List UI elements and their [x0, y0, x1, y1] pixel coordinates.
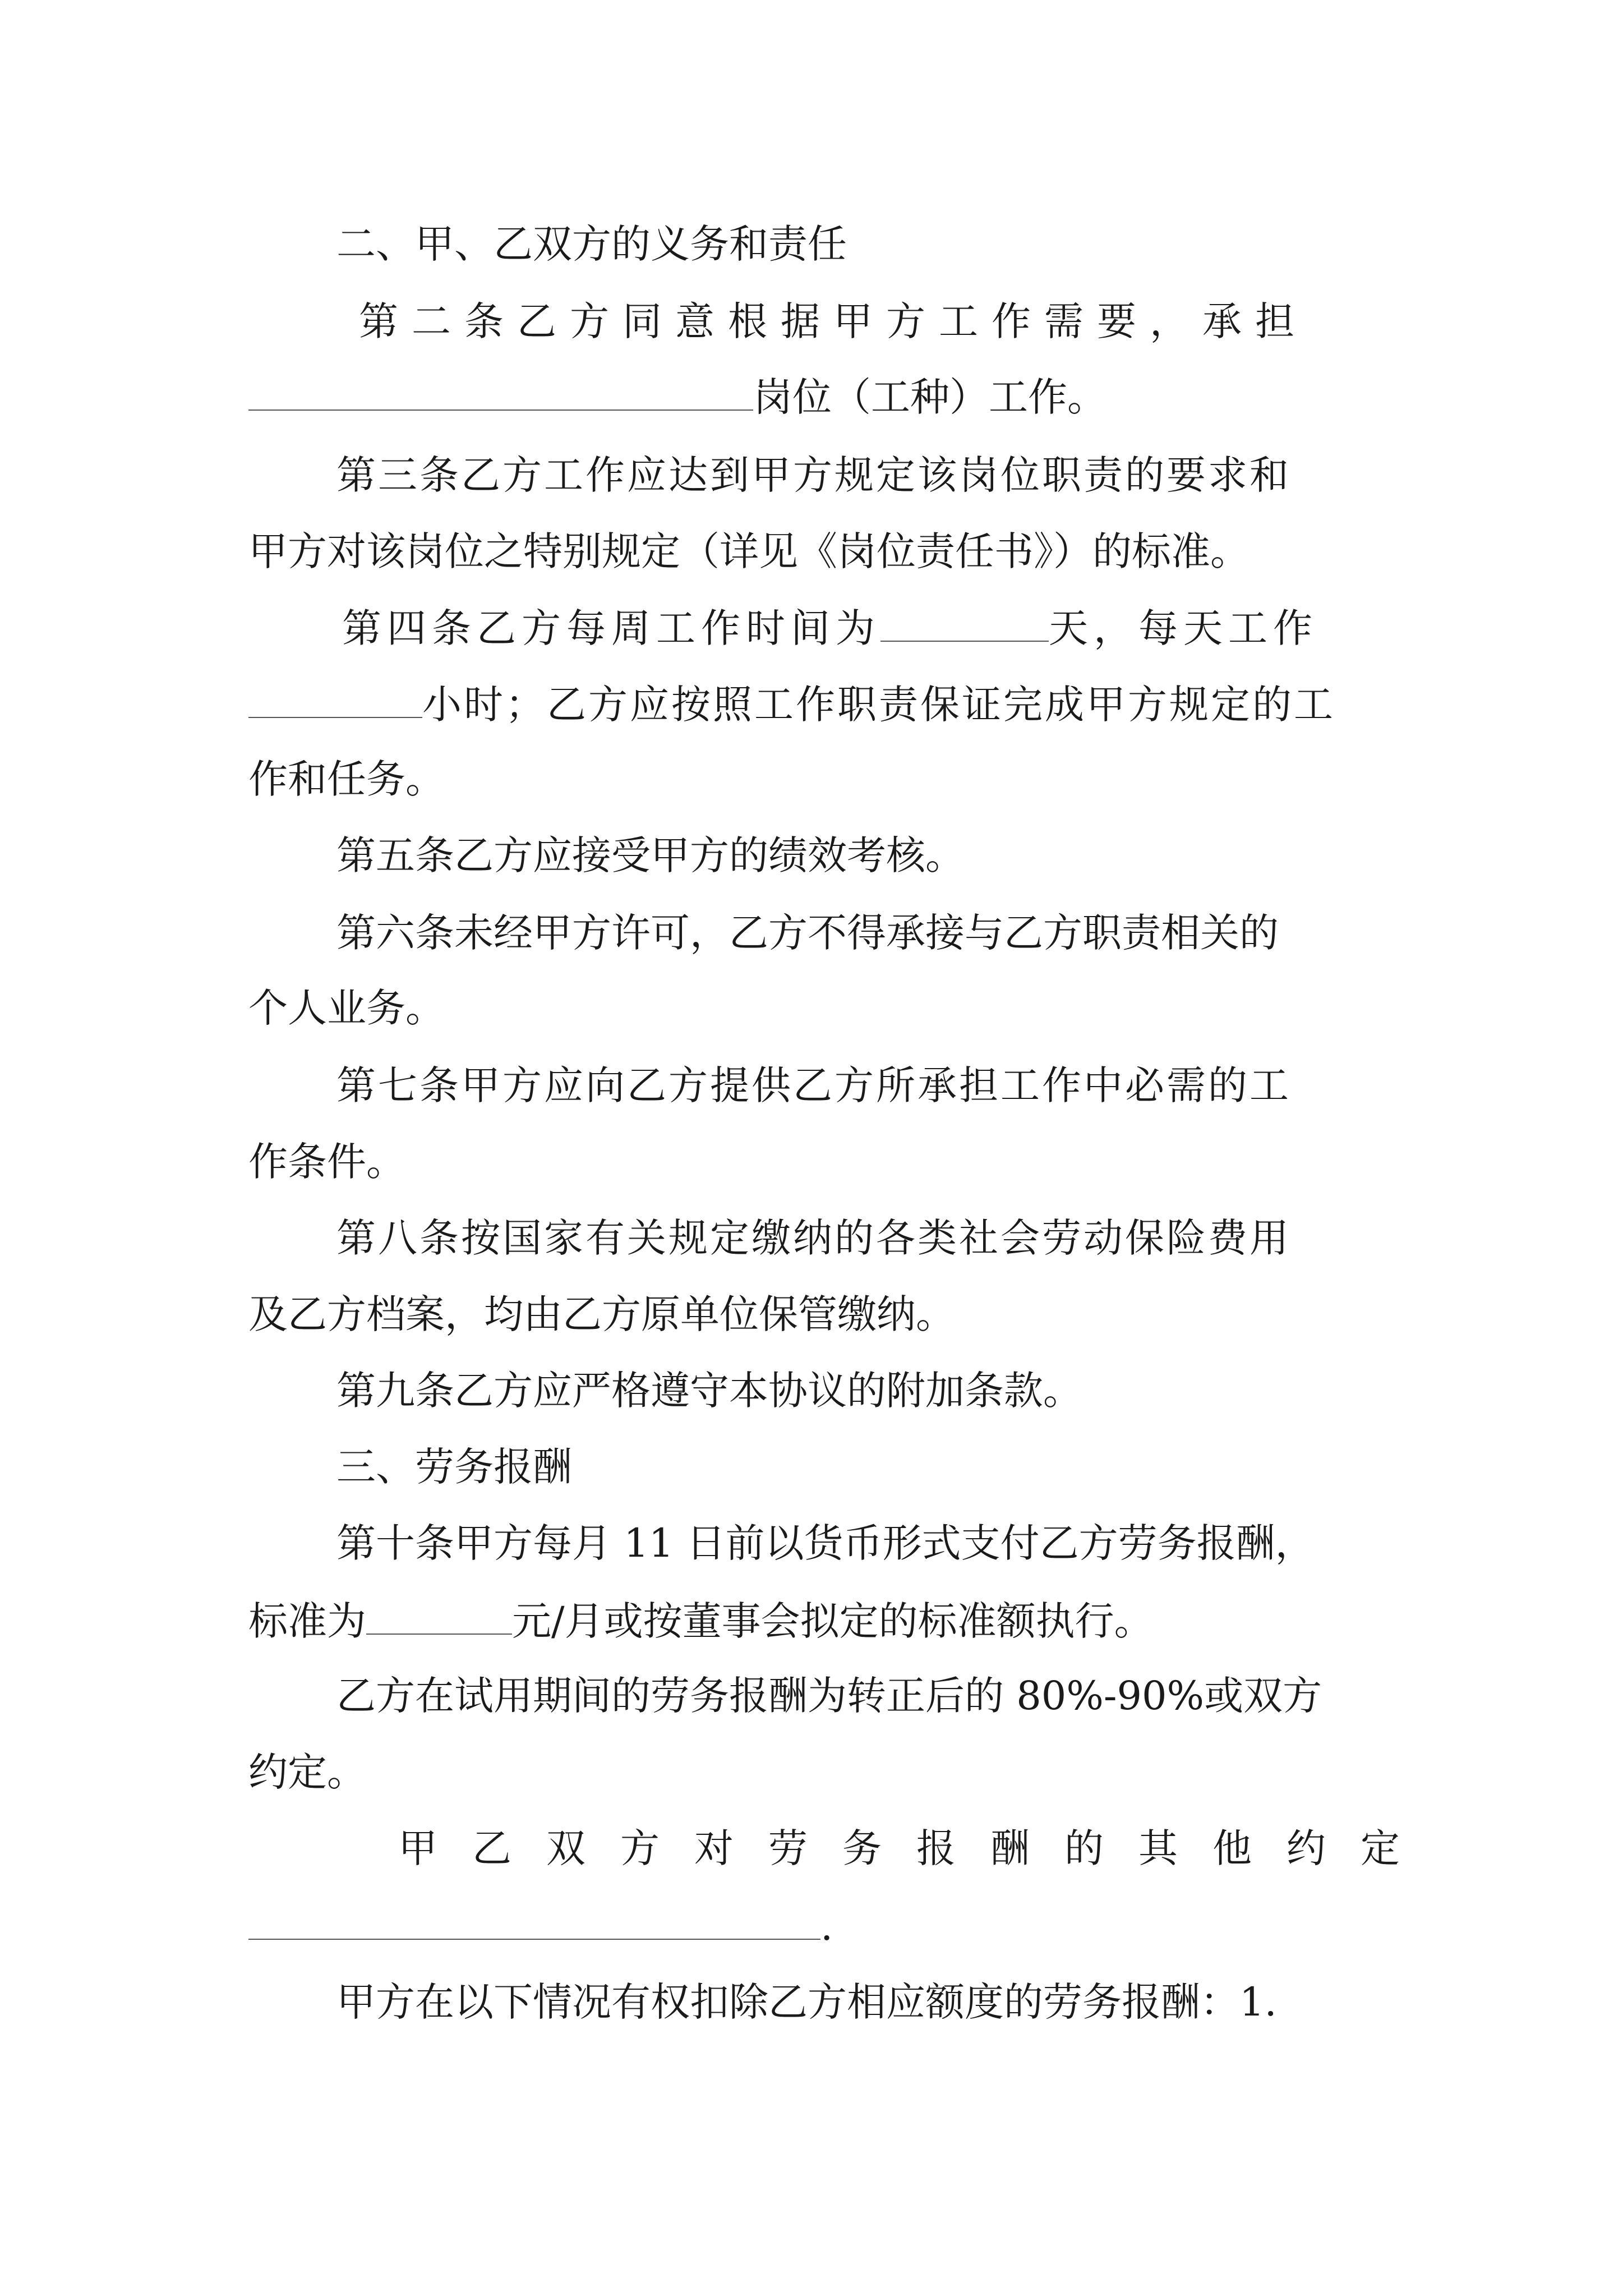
- article-10-line-2: [248, 1598, 1154, 1644]
- blank-line: [248, 376, 753, 411]
- article-10-text-b: 元/月或按董事会拟定的标准额执行。: [512, 1598, 1154, 1644]
- section-heading: 二、甲、乙双方的义务和责任: [336, 221, 847, 267]
- deduction-line-1: 甲方在以下情况有权扣除乙方相应额度的劳务报酬：1.: [336, 1979, 1277, 2025]
- article-2-line-2: [248, 374, 1106, 420]
- article-8-line-1: 第八条按国家有关规定缴纳的各类社会劳动保险费用: [336, 1215, 1291, 1261]
- article-3-line-2: 甲方对该岗位之特别规定（详见《岗位责任书》）的标准。: [248, 528, 1249, 574]
- article-6-line-1: 第六条未经甲方许可，乙方不得承接与乙方职责相关的: [336, 910, 1279, 956]
- article-4-text: 第四条乙方每周工作时间为: [342, 605, 880, 651]
- article-4-line-2: [248, 682, 1335, 728]
- article-4-text-b: 天，每天工作: [1049, 605, 1318, 651]
- article-8-line-2: 及乙方档案，均由乙方原单位保管缴纳。: [248, 1291, 955, 1337]
- article-4-line-3: 作和任务。: [248, 756, 445, 802]
- period: .: [820, 1903, 833, 1949]
- section-heading: 三、劳务报酬: [336, 1444, 572, 1490]
- blank-line: [248, 683, 422, 718]
- blank-line: [880, 607, 1049, 642]
- article-10-line-1: 第十条甲方每月 11 日前以货币形式支付乙方劳务报酬，: [336, 1520, 1315, 1566]
- article-7-line-1: 第七条甲方应向乙方提供乙方所承担工作中必需的工: [336, 1062, 1291, 1108]
- article-10-text: 标准为: [248, 1598, 366, 1644]
- article-2-line-1: [359, 298, 1396, 344]
- other-agreement-line-1: 甲乙双方对劳务报酬的其他约定: [398, 1825, 1435, 1871]
- article-5: 第五条乙方应接受甲方的绩效考核。: [336, 832, 965, 878]
- article-2-text: 第二条乙方同意根据甲方工作需要，承担: [359, 298, 1308, 344]
- article-4-line-1: [342, 605, 1318, 651]
- blank-line: [248, 1905, 820, 1940]
- article-6-line-2: 个人业务。: [248, 985, 445, 1031]
- article-3-line-1: 第三条乙方工作应达到甲方规定该岗位职责的要求和: [336, 452, 1291, 498]
- other-agreement-line-2: [248, 1903, 833, 1949]
- article-4-text-c: 小时；乙方应按照工作职责保证完成甲方规定的工: [422, 682, 1335, 728]
- article-7-line-2: 作条件。: [248, 1139, 405, 1185]
- probation-line-1: 乙方在试用期间的劳务报酬为转正后的 80%-90%或双方: [336, 1673, 1322, 1719]
- blank-line: [366, 1600, 512, 1635]
- article-2-text-end: 岗位（工种）工作。: [753, 374, 1106, 420]
- probation-line-2: 约定。: [248, 1749, 366, 1795]
- article-9: 第九条乙方应严格遵守本协议的附加条款。: [336, 1368, 1082, 1414]
